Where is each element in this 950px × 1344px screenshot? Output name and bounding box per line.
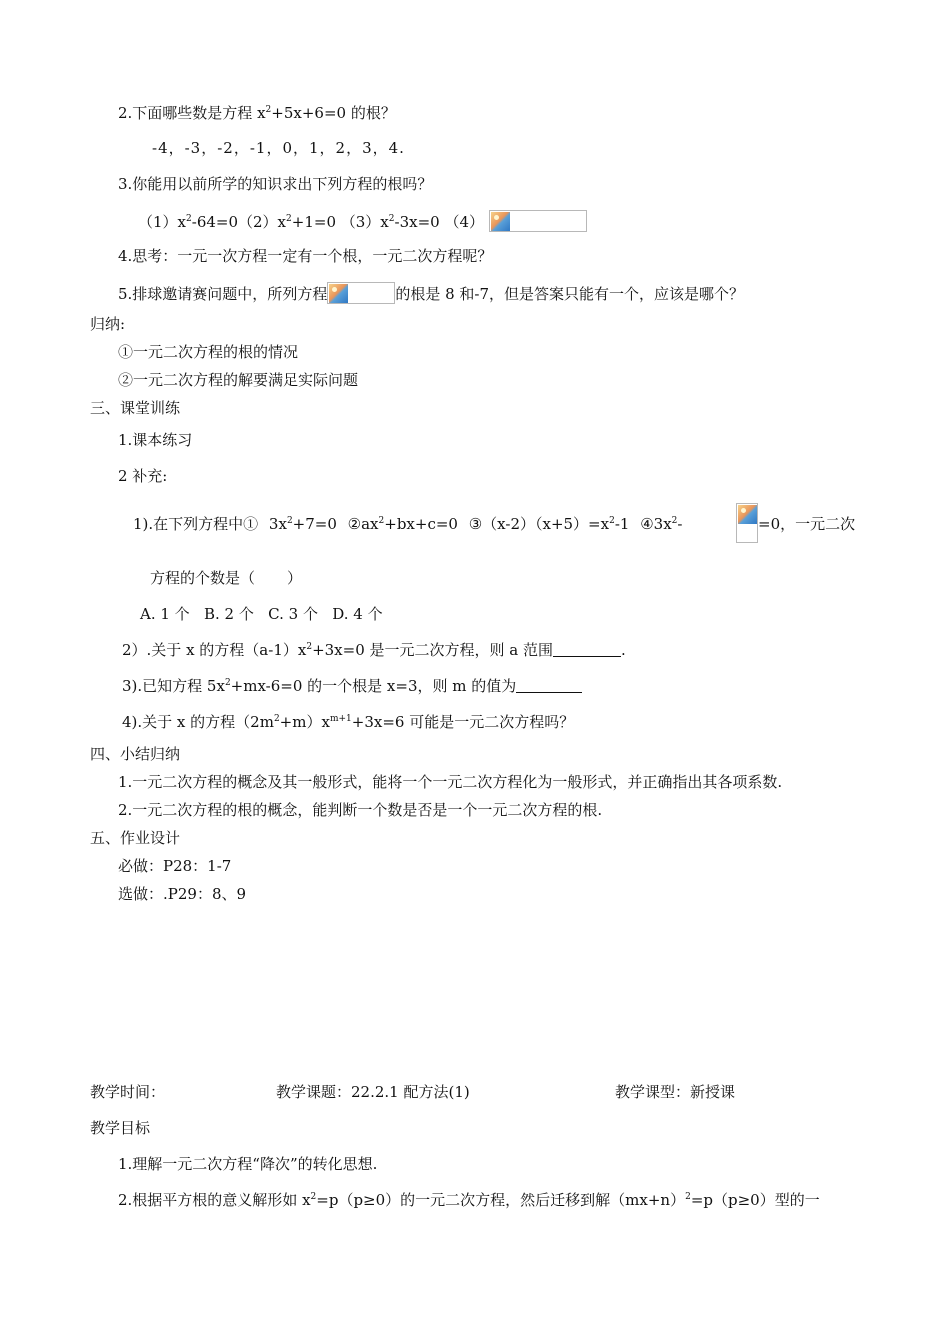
broken-image-icon bbox=[489, 210, 587, 232]
q3-e3-post: -3x=0 （4） bbox=[394, 213, 484, 231]
p4-exp1: 2 bbox=[273, 714, 280, 724]
summary-label: 归纳: bbox=[90, 315, 126, 333]
section-3-title: 三、课堂训练 bbox=[90, 399, 181, 417]
q5-post: 的根是 8 和-7，但是答案只能有一个，应该是哪个？ bbox=[395, 285, 745, 303]
goal2-exp: 2 bbox=[310, 1192, 317, 1202]
p1-b: +7=0 ②ax bbox=[292, 515, 379, 533]
lesson-time-label: 教学时间： bbox=[90, 1083, 166, 1101]
p2-exp: 2 bbox=[306, 642, 313, 652]
p1-b-exp: 2 bbox=[378, 516, 385, 526]
p4-exp2: m+1 bbox=[329, 714, 352, 724]
problem-1 bbox=[133, 514, 682, 534]
p1-cont-pre: 方程的个数是（ bbox=[150, 569, 256, 587]
sec4-item-1: 1.一元二次方程的概念及其一般形式，能将一个一元二次方程化为一般形式，并正确指出其各项系数. bbox=[118, 773, 783, 791]
question-2 bbox=[118, 103, 396, 123]
q3-e1-exp: 2 bbox=[186, 214, 192, 224]
q3-e1-post: -64=0（2）x bbox=[191, 213, 287, 231]
q5-pre: 5.排球邀请赛问题中，所列方程 bbox=[118, 285, 328, 303]
p1-a-exp: 2 bbox=[286, 516, 293, 526]
problem-1-options: A. 1 个 B. 2 个 C. 3 个 D. 4 个 bbox=[140, 605, 383, 623]
p2-a: 2）.关于 x 的方程（a-1）x bbox=[122, 641, 307, 659]
lesson-type: 教学课型：新授课 bbox=[615, 1083, 736, 1101]
p4-c: +3x=6 可能是一元二次方程吗？ bbox=[351, 713, 575, 731]
p2-end: . bbox=[621, 641, 626, 659]
q3-equations bbox=[138, 210, 587, 232]
answer-blank bbox=[516, 678, 582, 693]
p1-f: =0，一元二次 bbox=[758, 515, 856, 533]
q3-e2-post: +1=0 （3）x bbox=[291, 213, 389, 231]
question-4: 4.思考：一元一次方程一定有一个根，一元二次方程呢？ bbox=[118, 247, 493, 265]
goal2-c: =p（p≥0）型的一 bbox=[690, 1191, 820, 1209]
broken-image-icon bbox=[736, 503, 758, 543]
p3-exp: 2 bbox=[224, 678, 231, 688]
q2-pre: 2.下面哪些数是方程 x bbox=[118, 104, 266, 122]
q2-exp: 2 bbox=[265, 105, 272, 115]
q2-candidate-numbers: -4，-3，-2，-1，0，1，2，3，4. bbox=[152, 139, 405, 157]
homework-optional: 选做：.P29：8、9 bbox=[118, 885, 247, 903]
broken-image-icon bbox=[327, 282, 395, 304]
p4-a: 4).关于 x 的方程（2m bbox=[122, 713, 274, 731]
question-3: 3.你能用以前所学的知识求出下列方程的根吗？ bbox=[118, 175, 433, 193]
q3-e3-exp: 2 bbox=[388, 214, 395, 224]
p4-b: +m）x bbox=[279, 713, 330, 731]
sec4-item-2: 2.一元二次方程的根的概念，能判断一个数是否是一个一元二次方程的根. bbox=[118, 801, 603, 819]
p1-cont-post: ） bbox=[287, 569, 303, 587]
question-5 bbox=[118, 282, 744, 304]
summary-item-1: ①一元二次方程的根的情况 bbox=[118, 343, 299, 361]
answer-blank bbox=[553, 642, 621, 657]
q2-post: +5x+6=0 的根？ bbox=[271, 104, 396, 122]
goal2-a: 2.根据平方根的意义解形如 x bbox=[118, 1191, 311, 1209]
p1-d: -1 ④3x bbox=[614, 515, 672, 533]
sec3-item-2: 2 补充: bbox=[118, 467, 168, 485]
p1-c: +bx+c=0 ③（x-2）（x+5）=x bbox=[384, 515, 610, 533]
p2-b: +3x=0 是一元二次方程，则 a 范围 bbox=[312, 641, 553, 659]
goal2-b: =p（p≥0）的一元二次方程，然后迁移到解（mx+n） bbox=[316, 1191, 686, 1209]
lesson-topic: 教学课题：22.2.1 配方法(1) bbox=[276, 1083, 470, 1101]
p1-a: 1).在下列方程中① 3x bbox=[133, 515, 287, 533]
homework-required: 必做：P28：1-7 bbox=[118, 857, 232, 875]
lesson-goal-1: 1.理解一元二次方程“降次”的转化思想. bbox=[118, 1155, 378, 1173]
p1-c-exp: 2 bbox=[609, 516, 615, 526]
q3-e1: （1）x bbox=[138, 213, 187, 231]
sec3-item-1: 1.课本练习 bbox=[118, 431, 193, 449]
p3-a: 3).已知方程 5x bbox=[122, 677, 225, 695]
problem-3 bbox=[122, 676, 582, 696]
goal2-exp2: 2 bbox=[685, 1192, 691, 1202]
lesson-goals-title: 教学目标 bbox=[90, 1119, 151, 1137]
problem-1-continued bbox=[150, 568, 302, 588]
p3-b: +mx-6=0 的一个根是 x=3，则 m 的值为 bbox=[230, 677, 517, 695]
problem-4 bbox=[122, 712, 574, 732]
q3-e2-exp: 2 bbox=[286, 214, 292, 224]
problem-2 bbox=[122, 640, 626, 660]
section-5-title: 五、作业设计 bbox=[90, 829, 181, 847]
p1-e: - bbox=[677, 515, 683, 533]
section-4-title: 四、小结归纳 bbox=[90, 745, 181, 763]
p1-d-exp: 2 bbox=[671, 516, 678, 526]
lesson-goal-2 bbox=[118, 1190, 820, 1210]
summary-item-2: ②一元二次方程的解要满足实际问题 bbox=[118, 371, 359, 389]
